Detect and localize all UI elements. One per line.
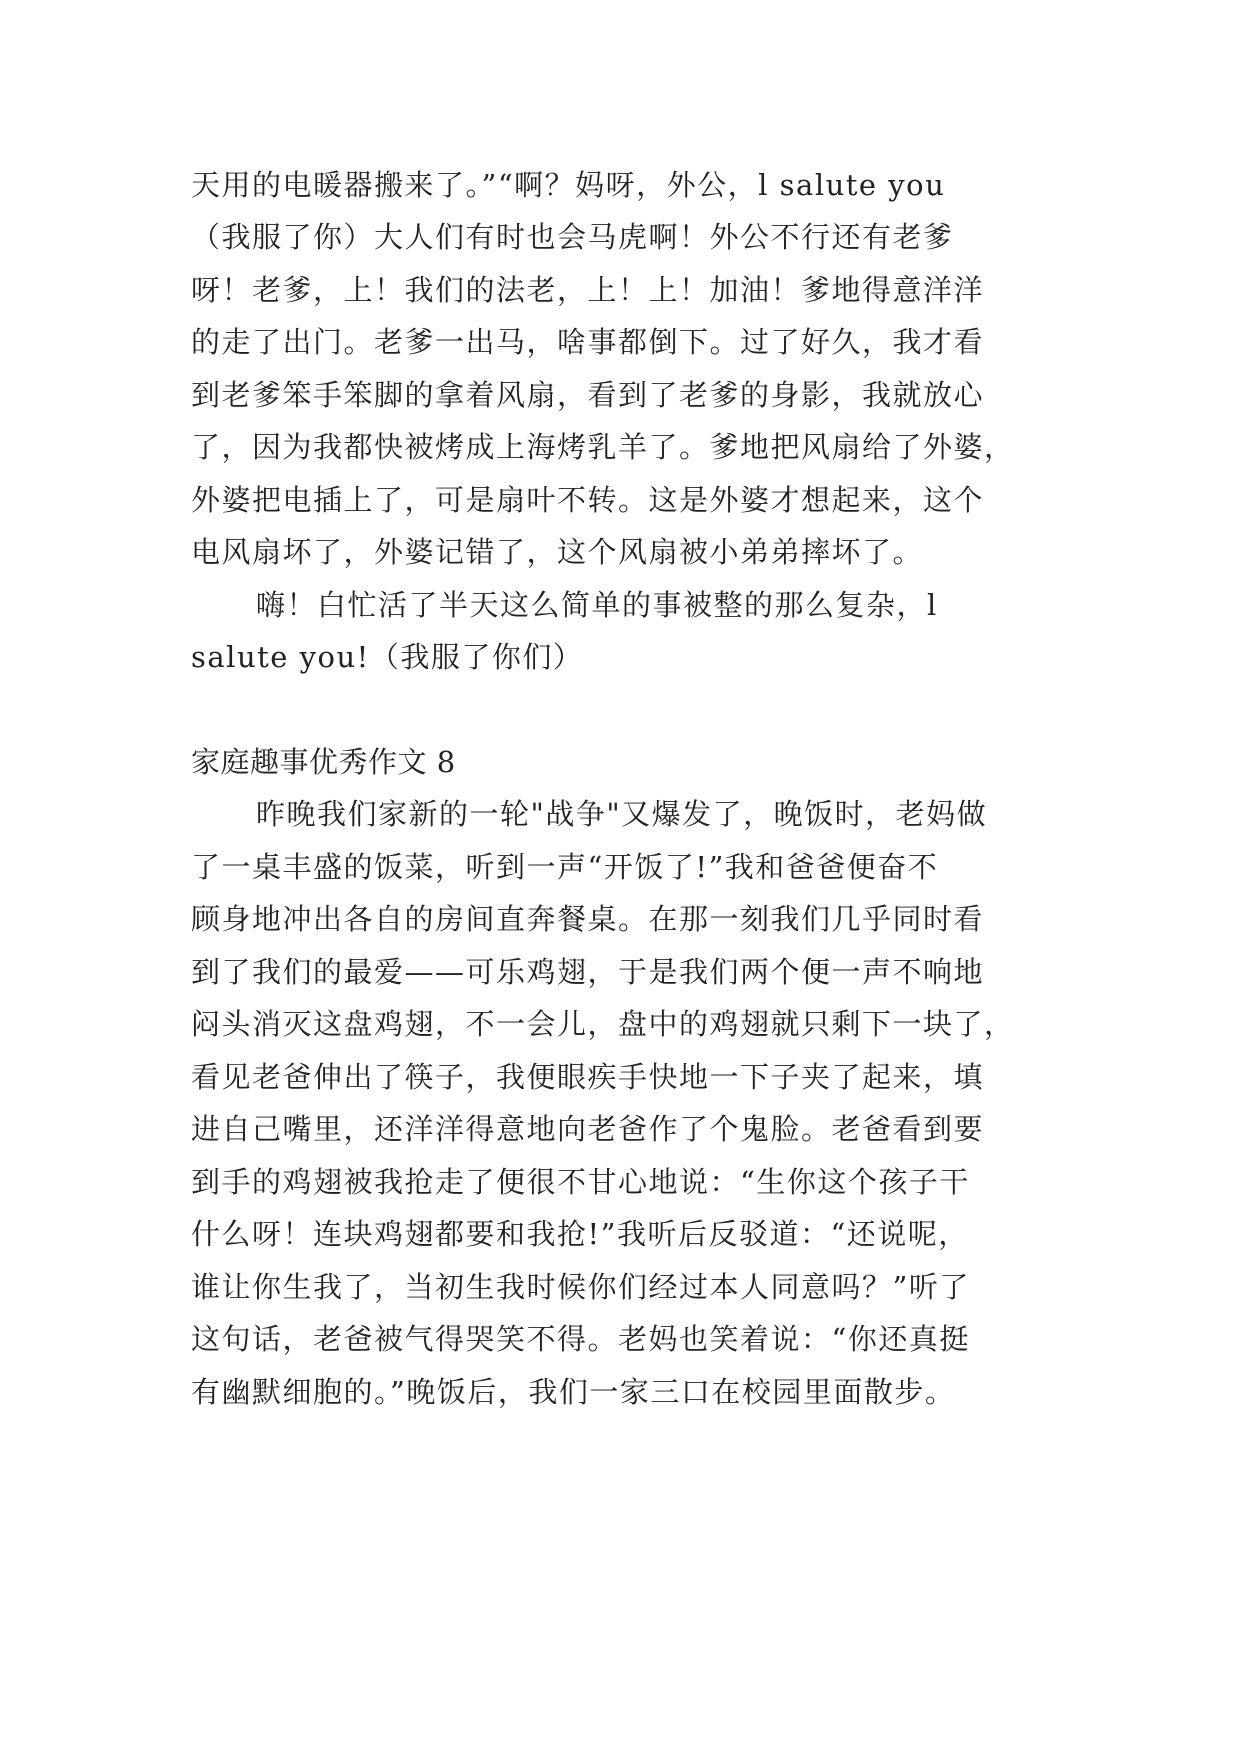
paragraph-line: 到手的鸡翅被我抢走了便很不甘心地说：“生你这个孩子干: [191, 1165, 970, 1199]
paragraph-line: 外婆把电插上了，可是扇叶不转。这是外婆才想起来，这个: [191, 483, 985, 517]
paragraph-line: 谁让你生我了，当初生我时候你们经过本人同意吗？”听了: [191, 1270, 970, 1304]
paragraph-line: 呀！老爹，上！我们的法老，上！上！加油！爹地得意洋洋: [191, 273, 985, 307]
paragraph-line: 的走了出门。老爹一出马，啥事都倒下。过了好久，我才看: [191, 325, 985, 359]
paragraph-line: 进自己嘴里，还洋洋得意地向老爸作了个鬼脸。老爸看到要: [191, 1112, 985, 1146]
paragraph-line: （我服了你）大人们有时也会马虎啊！外公不行还有老爹: [191, 220, 954, 254]
paragraph-line: 这句话，老爸被气得哭笑不得。老妈也笑着说：“你还真挺: [191, 1322, 970, 1356]
paragraph-line: 看见老爸伸出了筷子，我便眼疾手快地一下子夹了起来，填: [191, 1060, 985, 1094]
paragraph-line: 闷头消灭这盘鸡翅，不一会儿，盘中的鸡翅就只剩下一块了，: [191, 1007, 1015, 1041]
paragraph-line: 顾身地冲出各自的房间直奔餐桌。在那一刻我们几乎同时看: [191, 902, 985, 936]
paragraph-line: 了一桌丰盛的饭菜，听到一声“开饭了!”我和爸爸便奋不: [191, 850, 939, 884]
paragraph-line: 了，因为我都快被烤成上海烤乳羊了。爹地把风扇给了外婆，: [191, 430, 1015, 464]
section-heading: 家庭趣事优秀作文 8: [191, 745, 456, 779]
paragraph-line: 有幽默细胞的。”晚饭后，我们一家三口在校园里面散步。: [191, 1375, 956, 1409]
paragraph-line: 什么呀！连块鸡翅都要和我抢!”我听后反驳道：“还说呢，: [191, 1217, 969, 1251]
paragraph-line: 到了我们的最爱——可乐鸡翅，于是我们两个便一声不响地: [191, 955, 985, 989]
paragraph-line: salute you!（我服了你们）: [191, 640, 584, 674]
paragraph-line: 昨晚我们家新的一轮"战争"又爆发了，晚饭时，老妈做: [256, 797, 988, 831]
paragraph-line: 天用的电暖器搬来了。”“啊？妈呀，外公，l salute you: [191, 168, 946, 202]
paragraph-line: 嗨！白忙活了半天这么简单的事被整的那么复杂，l: [256, 588, 938, 622]
paragraph-line: 电风扇坏了，外婆记错了，这个风扇被小弟弟摔坏了。: [191, 535, 924, 569]
paragraph-line: 到老爹笨手笨脚的拿着风扇，看到了老爹的身影，我就放心: [191, 378, 985, 412]
